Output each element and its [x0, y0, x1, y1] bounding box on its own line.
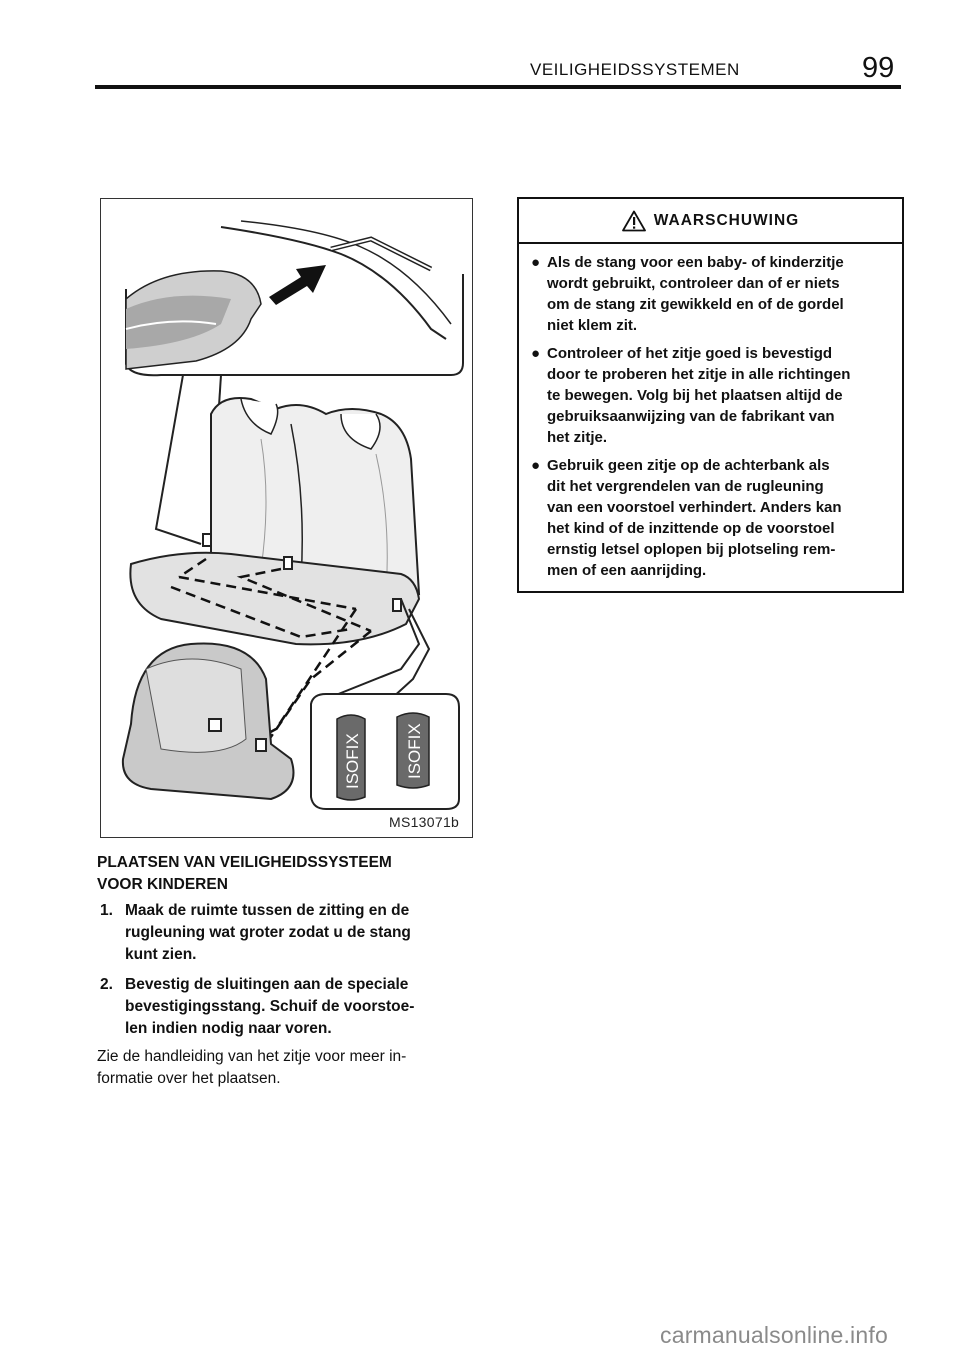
warning-title: WAARSCHUWING [653, 211, 800, 229]
step-line: rugleuning wat groter zodat u de stang [125, 924, 411, 941]
bullet-icon: ● [531, 345, 541, 362]
figure-code: MS13071b [389, 814, 460, 830]
running-header-title: VEILIGHEIDSSYSTEMEN [530, 60, 740, 79]
isofix-label-inset [311, 694, 459, 809]
section-heading [97, 852, 477, 896]
step-line: Bevestig de sluitingen aan de speciale [125, 976, 409, 993]
warning-line: door te proberen het zitje in alle richtingen [547, 366, 851, 383]
warning-line: wordt gebruikt, controleer dan of er niets [547, 275, 840, 292]
warning-line: dit het vergrendelen van de rugleuning [547, 478, 824, 495]
step-line: Maak de ruimte tussen de zitting en de [125, 902, 410, 919]
isofix-tag-right [397, 713, 429, 788]
warning-triangle-icon [622, 210, 646, 232]
warning-line: ernstig letsel oplopen bij plotseling rem- [547, 541, 836, 558]
warning-line: het zitje. [547, 429, 608, 446]
warning-header [519, 199, 902, 244]
section-heading-line: PLAATSEN VAN VEILIGHEIDSSYSTEEM [97, 854, 392, 871]
warning-list [519, 244, 902, 581]
instruction-steps [97, 900, 477, 1048]
warning-item [531, 252, 892, 336]
header-rule [95, 85, 901, 89]
bullet-icon: ● [531, 254, 541, 271]
warning-line: Controleer of het zitje goed is bevestigd [547, 345, 833, 362]
warning-item [531, 343, 892, 448]
step-line: bevestigingsstang. Schuif de voorstoe- [125, 998, 415, 1015]
step-line: len indien nodig naar voren. [125, 1020, 332, 1037]
step-number: 2. [100, 976, 113, 993]
isofix-anchor-right [393, 599, 401, 611]
isofix-label-left: ISOFIX [343, 733, 362, 789]
warning-line: om de stang zit gewikkeld en of de gordel [547, 296, 844, 313]
warning-box [517, 197, 904, 593]
warning-line: niet klem zit. [547, 317, 638, 334]
body-line: formatie over het plaatsen. [97, 1070, 281, 1087]
warning-line: Gebruik geen zitje op de achterbank als [547, 457, 830, 474]
belt-strap [221, 227, 446, 339]
watermark-text: carmanualsonline.info [660, 1322, 888, 1348]
isofix-label-right: ISOFIX [405, 723, 424, 779]
section-heading-line: VOOR KINDEREN [97, 876, 228, 893]
isofix-tag-left [337, 715, 365, 800]
warning-line: Als de stang voor een baby- of kinderzitje [547, 254, 844, 271]
body-paragraph [97, 1046, 477, 1090]
step-number: 1. [100, 902, 113, 919]
page-number: 99 [862, 52, 895, 84]
warning-line: gebruiksaanwijzing van de fabrikant van [547, 408, 835, 425]
warning-line: te bewegen. Volg bij het plaatsen altijd de [547, 387, 843, 404]
warning-line: het kind of de inzittende op de voorstoel [547, 520, 835, 537]
step-item [97, 900, 477, 966]
insert-direction-arrow [269, 265, 326, 305]
isofix-anchor-left [203, 534, 211, 546]
isofix-anchor-middle [284, 557, 292, 569]
body-line: Zie de handleiding van het zitje voor meer in- [97, 1048, 407, 1065]
bullet-icon: ● [531, 457, 541, 474]
step-line: kunt zien. [125, 946, 197, 963]
warning-line: van een voorstoel verhindert. Anders kan [547, 499, 842, 516]
illustration-drawing [101, 199, 473, 838]
isofix-illustration [100, 198, 473, 838]
step-item [97, 974, 477, 1040]
warning-item [531, 455, 892, 581]
warning-line: men of een aanrijding. [547, 562, 707, 579]
